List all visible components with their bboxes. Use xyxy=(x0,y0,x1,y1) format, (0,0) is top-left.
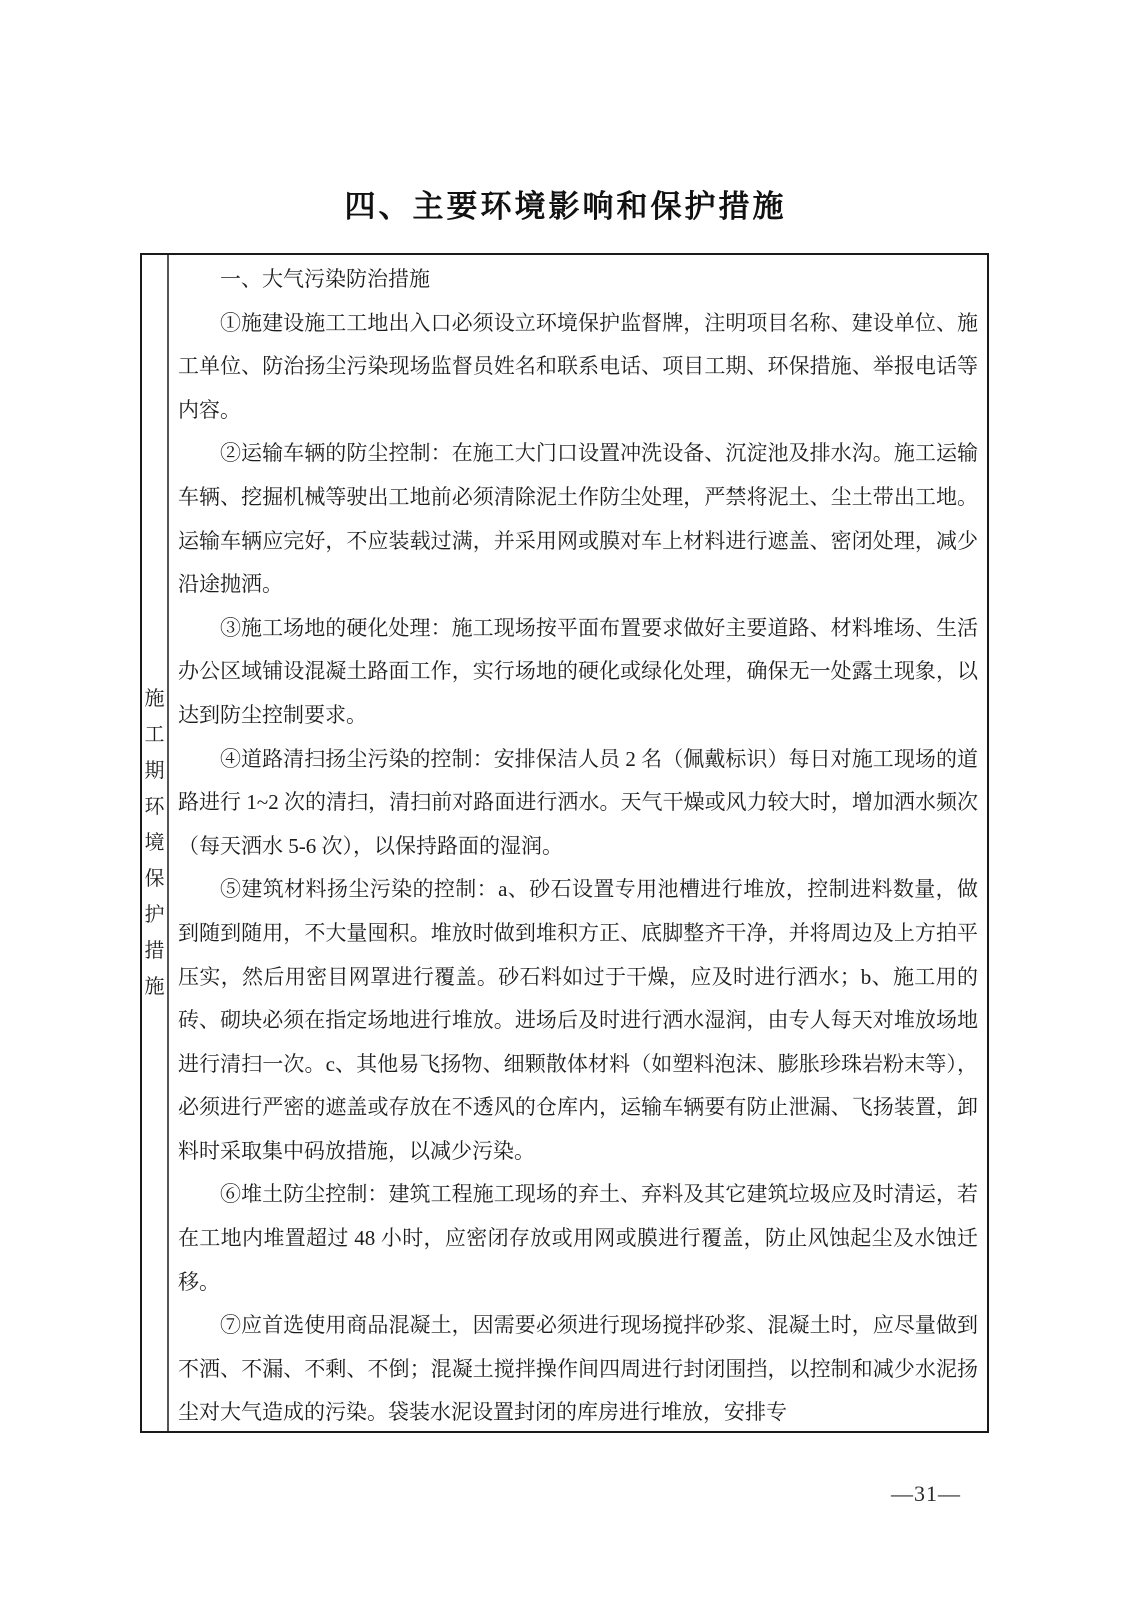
paragraph-2: ②运输车辆的防尘控制：在施工大门口设置冲洗设备、沉淀池及排水沟。施工运输车辆、挖掘机械等驶出工地前必须清除泥土作防尘处理，严禁将泥土、尘土带出工地。运输车辆应完好，不应装载过满，并采用网或膜对车上材料进行遮盖、密闭处理，减少沿途抛洒。 xyxy=(178,441,978,597)
page-title: 四、主要环境影响和保护措施 xyxy=(344,189,787,224)
paragraph-3: ③施工场地的硬化处理：施工现场按平面布置要求做好主要道路、材料堆场、生活办公区域铺设混凝土路面工作，实行场地的硬化或绿化处理，确保无一处露土现象，以达到防尘控制要求。 xyxy=(178,615,978,727)
paragraph-1: ①施建设施工工地出入口必须设立环境保护监督牌，注明项目名称、建设单位、施工单位、防治扬尘污染现场监督员姓名和联系电话、项目工期、环保措施、举报电话等内容。 xyxy=(178,310,978,422)
row-header-vertical-label: 施工期环境保护措施 xyxy=(144,688,165,998)
table-row-header-cell xyxy=(142,255,169,1431)
measures-table xyxy=(140,253,989,1433)
paragraph-7: ⑦应首选使用商品混凝土，因需要必须进行现场搅拌砂浆、混凝土时，应尽量做到不洒、不漏、不剩、不倒；混凝土搅拌操作间四周进行封闭围挡，以控制和减少水泥扬尘对大气造成的污染。袋装水泥设置封闭的库房进行堆放，安排专 xyxy=(178,1313,978,1425)
paragraph-6: ⑥堆土防尘控制：建筑工程施工现场的弃土、弃料及其它建筑垃圾应及时清运，若在工地内堆置超过 48 小时，应密闭存放或用网或膜进行覆盖，防止风蚀起尘及水蚀迁移。 xyxy=(178,1182,978,1294)
table-content-cell xyxy=(169,255,987,1431)
paragraph-4: ④道路清扫扬尘污染的控制：安排保洁人员 2 名（佩戴标识）每日对施工现场的道路进行 1~2 次的清扫，清扫前对路面进行洒水。天气干燥或风力较大时，增加洒水频次（每天洒水 5-6 次），以保持路面的湿润。 xyxy=(178,746,978,858)
page-number: —31— xyxy=(891,1481,961,1506)
paragraph-5: ⑤建筑材料扬尘污染的控制：a、砂石设置专用池槽进行堆放，控制进料数量，做到随到随用，不大量囤积。堆放时做到堆积方正、底脚整齐干净，并将周边及上方拍平压实，然后用密目网罩进行覆盖。砂石料如过于干燥，应及时进行洒水；b、施工用的砖、砌块必须在指定场地进行堆放。进场后及时进行洒水湿润，由专人每天对堆放场地进行清扫一次。c、其他易飞扬物、细颗散体材料（如塑料泡沫、膨胀珍珠岩粉末等），必须进行严密的遮盖或存放在不透风的仓库内，运输车辆要有防止泄漏、飞扬装置，卸料时采取集中码放措施，以减少污染。 xyxy=(178,877,978,1163)
section-heading: 一、大气污染防治措施 xyxy=(220,267,430,291)
